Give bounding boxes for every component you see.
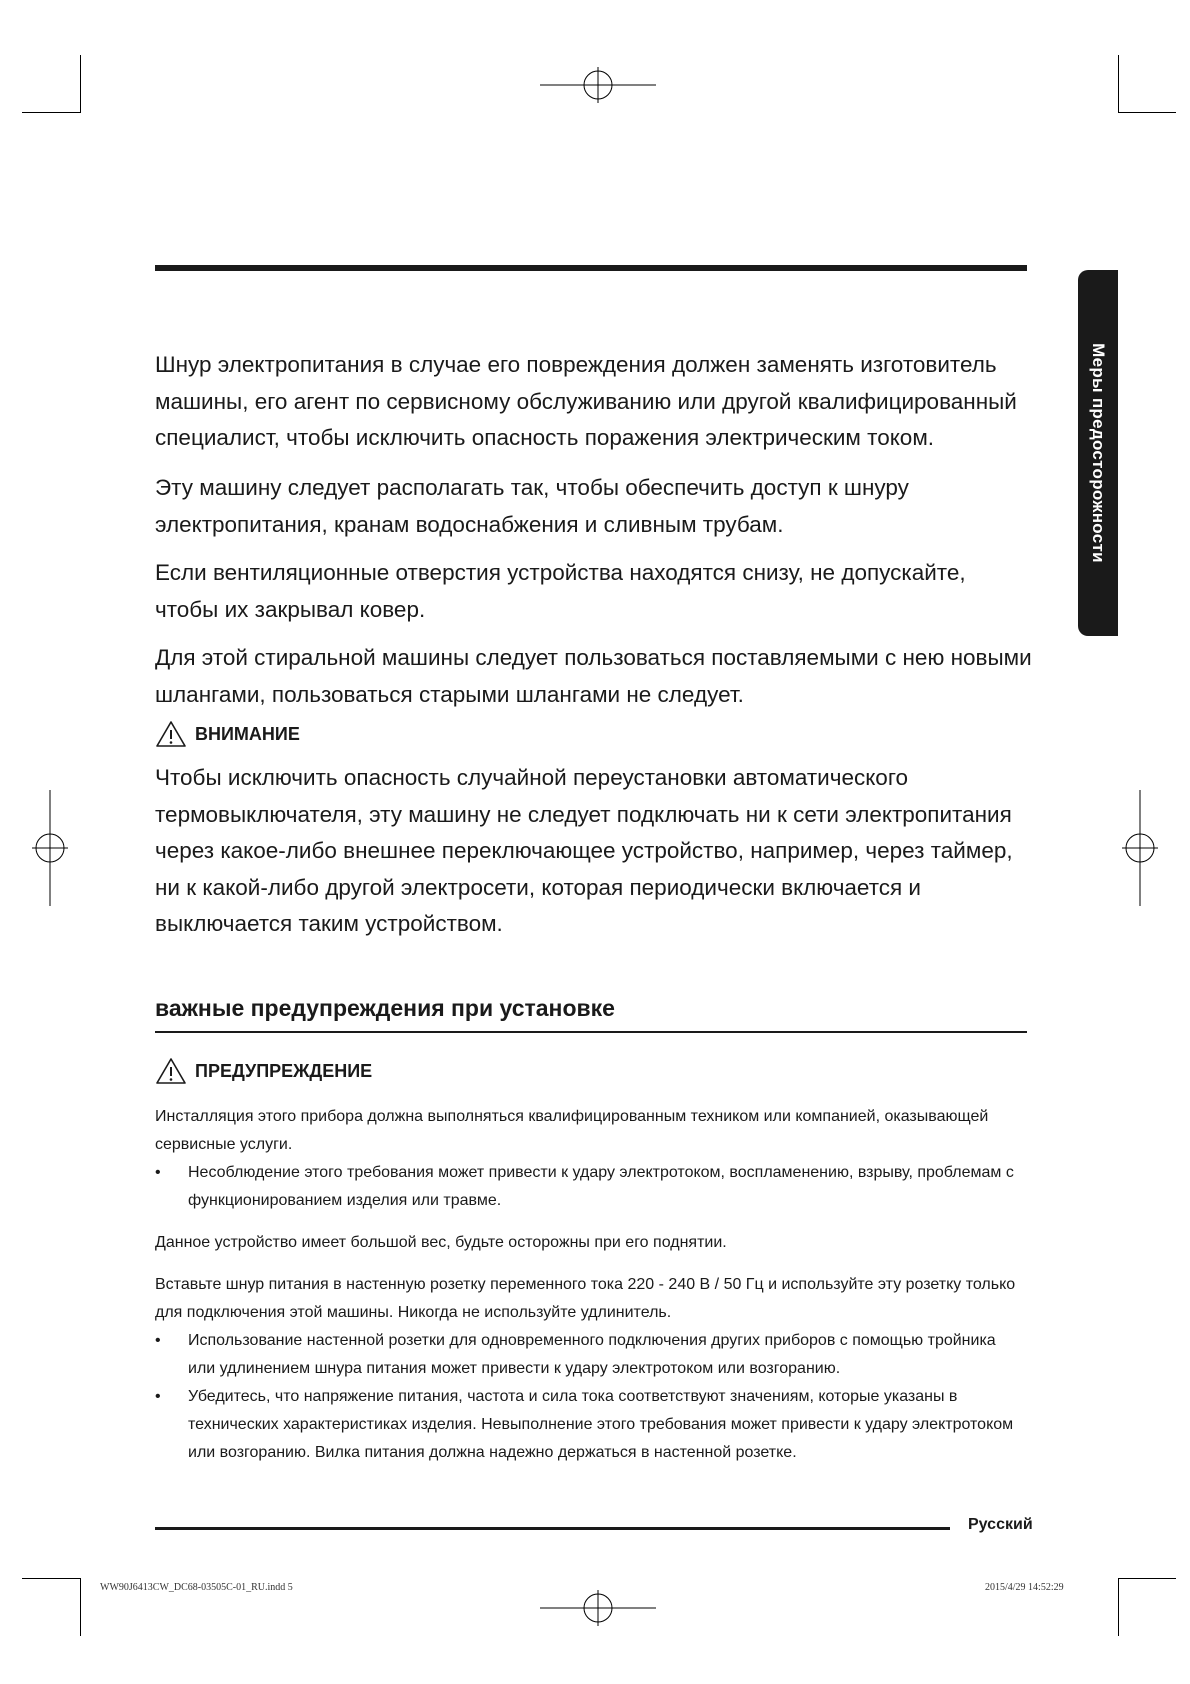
registration-mark-top [540, 67, 656, 103]
crop-mark [80, 55, 81, 113]
crop-mark [1118, 1578, 1119, 1636]
warning-heading [155, 1057, 372, 1085]
section-title: важные предупреждения при установке [155, 995, 1027, 1033]
intro-paragraph: Если вентиляционные отверстия устройства находятся снизу, не допускайте, чтобы их закрывал ковер. [155, 560, 966, 622]
intro-paragraph: Шнур электропитания в случае его повреждения должен заменять изготовитель машины, его агент по сервисному обслуживанию или другой квалифицированный специалист, чтобы исключить опасность поражения электрическим током. [155, 352, 1017, 450]
print-timestamp: 2015/4/29 14:52:29 [985, 1582, 1064, 1593]
warning-paragraph: Данное устройство имеет большой вес, будьте осторожны при его поднятии. [155, 1234, 727, 1251]
caution-text: Чтобы исключить опасность случайной переустановки автоматического термовыключателя, эту машину не следует подключать ни к сети электропитания через какое-либо внешнее переключающее устройство, например, через таймер, ни к какой-либо другой электросети, которая периодически включается и выключается таким устройством. [155, 765, 1013, 936]
language-label: Русский [968, 1516, 1033, 1533]
registration-mark-right [1122, 790, 1158, 906]
crop-mark [80, 1578, 81, 1636]
intro-paragraph: Для этой стиральной машины следует пользоваться поставляемыми с нею новыми шлангами, пользоваться старыми шлангами не следует. [155, 645, 1032, 707]
warning-label: ПРЕДУПРЕЖДЕНИЕ [195, 1060, 373, 1081]
crop-mark [22, 1578, 80, 1579]
crop-mark [1118, 112, 1176, 113]
crop-mark [22, 112, 80, 113]
chapter-tab-label: Меры предосторожности [1089, 343, 1108, 563]
chapter-tab [1078, 270, 1118, 636]
header-rule [155, 265, 1027, 271]
warning-bullet: • Использование настенной розетки для одновременного подключения других приборов с помощью тройника или удлинением шнура питания может привести к удару электротоком или возгоранию. [155, 1327, 1027, 1383]
warning-bullet: • Несоблюдение этого требования может привести к удару электротоком, воспламенению, взрыву, проблемам с функционированием изделия или травме. [155, 1159, 1027, 1215]
registration-mark-left [32, 790, 68, 906]
caution-label: ВНИМАНИЕ [195, 723, 300, 744]
warning-paragraph: Инсталляция этого прибора должна выполняться квалифицированным техником или компанией, оказывающей сервисные услуги. [155, 1108, 989, 1153]
registration-mark-bottom [540, 1590, 656, 1626]
caution-heading [155, 720, 300, 748]
footer-rule [155, 1527, 950, 1530]
print-file-name: WW90J6413CW_DC68-03505C-01_RU.indd 5 [100, 1582, 293, 1593]
warning-triangle-icon [155, 720, 187, 748]
crop-mark [1118, 55, 1119, 113]
intro-paragraph: Эту машину следует располагать так, чтобы обеспечить доступ к шнуру электропитания, кранам водоснабжения и сливным трубам. [155, 475, 909, 537]
warning-triangle-icon [155, 1057, 187, 1085]
crop-mark [1118, 1578, 1176, 1579]
warning-bullet: • Убедитесь, что напряжение питания, частота и сила тока соответствуют значениям, которые указаны в технических характеристиках изделия. Невыполнение этого требования может привести к удару электротоком или возгоранию. Вилка питания должна надежно держаться в настенной розетке. [155, 1383, 1027, 1467]
warning-paragraph: Вставьте шнур питания в настенную розетку переменного тока 220 - 240 В / 50 Гц и используйте эту розетку только для подключения этой машины. Никогда не используйте удлинитель. [155, 1276, 1016, 1321]
